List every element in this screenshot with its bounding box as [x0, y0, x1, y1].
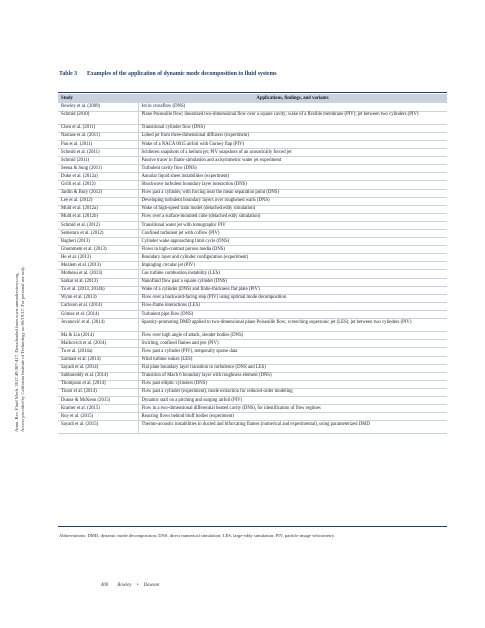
application-cell: Flow past a cylinder (PIV), temporally sparse data — [138, 348, 447, 356]
table-row — [58, 124, 447, 132]
study-cell: Muld et al. (2012a) — [58, 205, 138, 213]
application-cell: Reacting flows behind bluff bodies (experiment) — [138, 413, 447, 421]
study-cell: Bagheri (2013) — [58, 238, 138, 246]
table-row — [58, 132, 447, 140]
application-cell: Thermo-acoustic instabilities in ducted and bifurcating flames (numerical and experimental), using parameterized DMD — [138, 421, 447, 434]
page-number: 400 — [101, 583, 109, 588]
study-cell: Subbareddy et al. (2014) — [58, 372, 138, 380]
application-cell: Sparsity-promoting DMD applied to two-dimensional plane Poiseuille flow; screeching supersonic jet (LES); jet between two cylinders (PIV) — [138, 319, 447, 332]
application-cell: Flow-flame interactions (LES) — [138, 302, 447, 310]
study-cell: He et al. (2013) — [58, 254, 138, 262]
study-cell: Tissot et al. (2014) — [58, 388, 138, 396]
study-cell: Grilli et al. (2012) — [58, 181, 138, 189]
application-cell: Wake of a cylinder (DNS) and finite-thickness flat plate (PIV) — [138, 286, 447, 294]
page-footer — [101, 583, 159, 588]
table-number: Table 3 — [59, 71, 77, 77]
table-row — [58, 181, 447, 189]
study-cell: Wynn et al. (2013) — [58, 294, 138, 302]
table-row — [58, 230, 447, 238]
table-row — [58, 262, 447, 270]
table-row — [58, 221, 447, 229]
table-row — [58, 149, 447, 157]
application-cell: Flow over high angle of attack, slender bodies (DNS) — [138, 332, 447, 340]
download-notice — [0, 0, 40, 628]
study-cell: Sayadi et al. (2014) — [58, 364, 138, 372]
application-cell: Wind turbine wakes (LES) — [138, 356, 447, 364]
table-row — [58, 286, 447, 294]
table-row — [58, 421, 447, 434]
table-row — [58, 246, 447, 254]
table-row — [58, 254, 447, 262]
application-cell: Shockwave turbulent boundary layer interaction (DNS) — [138, 181, 447, 189]
table-header-row — [58, 94, 447, 103]
footer-bullet: • — [136, 583, 139, 588]
table-row — [58, 103, 447, 111]
application-cell: Wake of high-speed train model (detached eddy simulation) — [138, 205, 447, 213]
application-cell: Cylinder wake approaching limit cycle (DNS) — [138, 238, 447, 246]
study-cell: Thompson et al. (2014) — [58, 380, 138, 388]
table-row — [58, 302, 447, 310]
table-row — [58, 189, 447, 197]
application-cell: Nanofluid flow past a square cylinder (DNS) — [138, 278, 447, 286]
table-row — [58, 380, 447, 388]
application-cell: Passive tracer in flame simulation and axisymmetric water jet experiment — [138, 157, 447, 165]
study-cell: Motheau et al. (2013) — [58, 270, 138, 278]
application-cell: Transitional water jet with tomographic PIV — [138, 221, 447, 229]
application-cell: Developing turbulent boundary layers over roughened walls (DNS) — [138, 197, 447, 205]
study-cell: Ma & Liu (2014) — [58, 332, 138, 340]
application-cell: Wake of a NACA 0015 airfoil with Gurney flap (PIV) — [138, 140, 447, 148]
table-row — [58, 270, 447, 278]
study-cell: Lee et al. (2012) — [58, 197, 138, 205]
table-row — [58, 396, 447, 404]
table-row — [58, 165, 447, 173]
table-row — [58, 205, 447, 213]
download-notice-line-2: Access provided by California Institute of Technology on 06/19/17. For personal use only. — [20, 266, 25, 432]
table-row — [58, 340, 447, 348]
table-row — [58, 157, 447, 165]
study-cell: Rowley et al. (2009) — [58, 103, 138, 111]
table-body — [58, 103, 447, 434]
study-cell: Pan et al. (2011) — [58, 140, 138, 148]
table-row — [58, 388, 447, 396]
table-row — [58, 173, 447, 181]
study-cell: Semeraro et al. (2012) — [58, 230, 138, 238]
table-row — [58, 372, 447, 380]
table-row — [58, 356, 447, 364]
header-study: Study — [58, 94, 138, 103]
study-cell: Mezlem et al. (2013) — [58, 262, 138, 270]
application-cell: Flow over a surface-mounted cube (detached eddy simulation) — [138, 213, 447, 221]
study-cell: Roy et al. (2015) — [58, 413, 138, 421]
application-cell: Flow in a two-dimensional differential heated cavity (DNS), for identification of flow regimes — [138, 405, 447, 413]
study-cell: Sayadi et al. (2015) — [58, 421, 138, 434]
study-cell: Duke et al. (2012a) — [58, 173, 138, 181]
table-row — [58, 140, 447, 148]
table-row — [58, 310, 447, 318]
table-row — [58, 405, 447, 413]
study-cell: Nastase et al. (2011) — [58, 132, 138, 140]
study-cell: Tu et al. (2014a) — [58, 348, 138, 356]
application-cell: Flat plate boundary layer transition to turbulence (DNS and LES) — [138, 364, 447, 372]
application-cell: Schlieren snapshots of a helium jet; PIV snapshots of an acoustically forced jet — [138, 149, 447, 157]
table-row — [58, 348, 447, 356]
table-row — [58, 319, 447, 332]
application-cell: Transition of Mach 6 boundary layer with roughness element (DNS) — [138, 372, 447, 380]
header-applications: Applications, findings, and variants — [138, 94, 447, 103]
application-cell: Flow past a cylinder, with forcing near the mean separation point (DNS) — [138, 189, 447, 197]
study-cell: Sarmast et al. (2014) — [58, 356, 138, 364]
table-caption — [59, 71, 277, 77]
table-row — [58, 413, 447, 421]
study-cell: Sarkar et al. (2013) — [58, 278, 138, 286]
application-cell: Flow over a backward-facing step (PIV) using optimal mode decomposition — [138, 294, 447, 302]
study-cell: Schmid et al. (2012) — [58, 221, 138, 229]
application-cell: Plane Poiseuille flow; linearized two-dimensional flow over a square cavity; wake of a flexible membrane (PIV); jet between two cylinders (PIV) — [138, 111, 447, 124]
study-cell: Kramer et al. (2015) — [58, 405, 138, 413]
table-title: Examples of the application of dynamic mode decomposition to fluid systems — [87, 71, 277, 77]
application-cell: Turbulent pipe flow (DNS) — [138, 310, 447, 318]
table-row — [58, 238, 447, 246]
table-row — [58, 332, 447, 340]
application-cell: Flow past elliptic cylinders (DNS) — [138, 380, 447, 388]
table-top-rule — [58, 92, 447, 93]
application-cell: Transitional cylinder flow (DNS) — [138, 124, 447, 132]
study-cell: Schmid (2010) — [58, 111, 138, 124]
application-cell: Annular liquid sheet instabilities (experiment) — [138, 173, 447, 181]
download-notice-line-1: Annu. Rev. Fluid Mech. 2017.49:387-417. Downloaded from www.annualreviews.org — [14, 273, 19, 432]
study-cell: Jardin & Bury (2012) — [58, 189, 138, 197]
study-cell: Tu et al. (2013, 2014b) — [58, 286, 138, 294]
study-cell: Seena & Sung (2011) — [58, 165, 138, 173]
study-cell: Jovanović et al. (2014) — [58, 319, 138, 332]
table-row — [58, 294, 447, 302]
dmd-applications-table — [58, 94, 447, 434]
study-cell: Schmid et al. (2011) — [58, 149, 138, 157]
application-cell: Flows in high-contrast porous media (DNS) — [138, 246, 447, 254]
application-cell: Jet in crossflow (DNS) — [138, 103, 447, 111]
study-cell: Carlsson et al. (2014) — [58, 302, 138, 310]
table-row — [58, 364, 447, 372]
application-cell: Swirling, confined flames and jets (PIV) — [138, 340, 447, 348]
table-row — [58, 111, 447, 124]
application-cell: Impinging circular jet (PIV) — [138, 262, 447, 270]
study-cell: Schmid (2011) — [58, 157, 138, 165]
table-row — [58, 197, 447, 205]
study-cell: Muld et al. (2012b) — [58, 213, 138, 221]
application-cell: Confined turbulent jet with coflow (PIV) — [138, 230, 447, 238]
application-cell: Gas turbine combustion instability (LES) — [138, 270, 447, 278]
study-cell: Chen et al. (2011) — [58, 124, 138, 132]
table-row — [58, 213, 447, 221]
application-cell: Turbulent cavity flow (DNS) — [138, 165, 447, 173]
footer-author: Rowley — [117, 583, 132, 588]
application-cell: Lobed jet from three-dimensional diffusers (experiment) — [138, 132, 447, 140]
table-row — [58, 278, 447, 286]
study-cell: Gómez et al. (2014) — [58, 310, 138, 318]
study-cell: Ghommem et al. (2013) — [58, 246, 138, 254]
application-cell: Flow past a cylinder (experiment), mode extraction for reduced-order modeling — [138, 388, 447, 396]
download-notice-text — [14, 266, 26, 432]
abbreviations-note: Abbreviations: DMD, dynamic mode decomposition; DNS, direct numerical simulation; LES, large-eddy simulation; PIV, particle image velocimetry. — [59, 533, 335, 538]
application-cell: Boundary layer and cylinder configuration (experiment) — [138, 254, 447, 262]
study-cell: Dunne & McKeon (2015) — [58, 396, 138, 404]
footer-coauthor: Dawson — [143, 583, 160, 588]
study-cell: Markovich et al. (2014) — [58, 340, 138, 348]
application-cell: Dynamic stall on a pitching and surging airfoil (PIV) — [138, 396, 447, 404]
table-bottom-rule — [58, 526, 447, 527]
